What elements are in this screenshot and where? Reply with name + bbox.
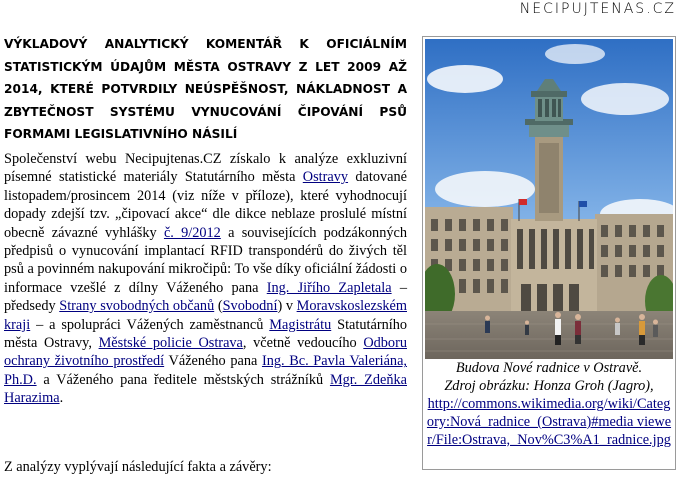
article-paragraph: Společenství webu Necipujtenas.CZ získalo k analýze exkluzivní písemné statistické materiály Statutárního města Ostravy datované listopadem/prosincem 2014 (viz níže v příloze), které vyhodnocují dopady zdejší tzv. „čipovací akce“ dle dikce neblaze proslulé místní obecně závazné vyhlášky č. 9/2012 a souvisejících podzákonných předpisů o vynucování implantací RFID transpondérů do živých těl psů a povinném nakupování mikročipů: To vše díky oficiální žádosti o informace vzešlé z dílny Váženého pana Ing. Jiřího Zapletala – předsedy Strany svobodných občanů (Svobodní) v Moravskoslezském kraji – a spolupráci Vážených zaměstnanců Magistrátu Statutárního města Ostravy, Městské policie Ostrava, včetně vedoucího Odboru ochrany životního prostředí Váženého pana Ing. Bc. Pavla Valeriána, Ph.D. a Váženého pana ředitele městských strážníků Mgr. Zdeňka Harazima. [4, 151, 408, 407]
town-hall-image [425, 39, 673, 359]
caption-source: Zdroj obrázku: Honza Groh (Jagro), [444, 377, 654, 394]
link-strana-svobodnych[interactable]: Strany svobodných občanů [59, 298, 215, 315]
conclusion-text: Z analýzy vyplývají následující fakta a závěry: [4, 459, 272, 475]
link-mestska-policie[interactable]: Městské policie Ostrava [98, 335, 243, 352]
link-valerian[interactable]: Ing. Bc. Pavla Valeriána, Ph.D. [4, 353, 408, 388]
link-moravskoslezsky-kraj[interactable]: Moravskoslezském kraji [4, 298, 407, 333]
link-ostravy[interactable]: Ostravy [302, 169, 349, 186]
caption-title: Budova Nové radnice v Ostravě. [455, 360, 643, 376]
town-hall-photo [425, 39, 673, 359]
figure-box [422, 36, 676, 470]
link-magistrat[interactable]: Magistrátu [269, 316, 332, 333]
link-svobodni[interactable]: Svobodní [222, 298, 278, 315]
site-logo[interactable]: NECIPUJTENAS.CZ [519, 1, 676, 17]
article-heading: VÝKLADOVÝ ANALYTICKÝ KOMENTÁŘ K OFICIÁLNÍM STATISTICKÝM ÚDAJŮM MĚSTA OSTRAVY Z LET 2009 AŽ 2014, KTERÉ POTVRDILY NEÚSPĚŠNOST, NÁKLADNOST A ZBYTEČNOST SYSTÉMU VYNUCOVÁNÍ ČIPOVÁNÍ PSŮ FORMAMI LEGISLATIVNÍHO NÁSILÍ [4, 37, 407, 141]
link-odbor-ochrany[interactable]: Odboru ochrany životního prostředí [4, 335, 407, 370]
figure-caption [425, 360, 673, 450]
image-source-link[interactable]: http://commons.wikimedia.org/wiki/Category:Nová_radnice_(Ostrava)#media viewer/File:Ostrava,_Nov%C3%A1_radnice.jpg [426, 395, 672, 448]
link-harazim[interactable]: Mgr. Zdeňka Harazima [4, 371, 407, 407]
link-zapletal[interactable]: Ing. Jiřího Zapletala [266, 279, 392, 296]
link-vyhlaska[interactable]: č. 9/2012 [163, 224, 221, 241]
